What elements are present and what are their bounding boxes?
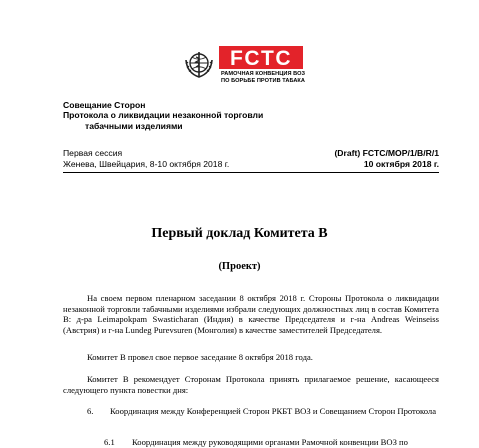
- document-reference: [334, 148, 439, 169]
- agenda-subitem-text: Координация между руководящими органами Рамочной конвенции ВОЗ по: [132, 437, 408, 447]
- paragraph-recommendation: Комитет B рекомендует Сторонам Протокола принять прилагаемое решение, касающееся следующего пункта повестки дня:: [63, 374, 439, 395]
- fctc-subtitle-line2: ПО БОРЬБЕ ПРОТИВ ТАБАКА: [221, 77, 305, 84]
- who-emblem-icon: [183, 48, 215, 80]
- fctc-subtitle: [221, 71, 341, 84]
- meeting-heading: [63, 100, 393, 131]
- meeting-heading-line3: табачными изделиями: [85, 120, 183, 131]
- meeting-heading-line2: Протокола о ликвидации незаконной торговли: [63, 110, 264, 121]
- fctc-subtitle-line1: РАМОЧНАЯ КОНВЕНЦИЯ ВОЗ: [221, 71, 306, 77]
- document-title: Первый доклад Комитета B: [151, 226, 328, 241]
- agenda-item-number: 6.: [87, 406, 94, 416]
- header-divider: [63, 172, 439, 173]
- meeting-heading-line1: Совещание Сторон: [63, 100, 146, 110]
- paragraph-first-meeting: Комитет B провел свое первое заседание 8 октября 2018 года.: [87, 352, 313, 362]
- session-place-dates: Женева, Швейцария, 8-10 октября 2018 г.: [63, 158, 230, 169]
- agenda-subitem-number: 6.1: [104, 437, 115, 447]
- fctc-brand-text: FCTC: [230, 47, 292, 69]
- header-logo: [183, 46, 343, 92]
- agenda-item-text: Координация между Конференцией Сторон РКБТ ВОЗ и Совещанием Сторон Протокола: [110, 406, 437, 416]
- document-subtitle: (Проект): [218, 261, 261, 272]
- document-code: (Draft) FCTC/MOP/1/B/R/1: [334, 148, 439, 158]
- session-info: [63, 148, 229, 169]
- session-name: Первая сессия: [63, 148, 123, 158]
- fctc-logo: [219, 46, 303, 69]
- document-date: 10 октября 2018 г.: [363, 158, 439, 169]
- paragraph-officers: На своем первом пленарном заседании 8 октября 2018 г. Стороны Протокола о ликвидации незаконной торговли табачными изделиями избрали следующих должностных лиц в состав Комитета B: д-ра Leimapokpam Swasticharan (Индия) в качестве Председателя и г-на Andreas Weinseiss (Австрия) и г-на Lundeg Purevsuren (Монголия) в качестве заместителей Председателя.: [63, 293, 439, 335]
